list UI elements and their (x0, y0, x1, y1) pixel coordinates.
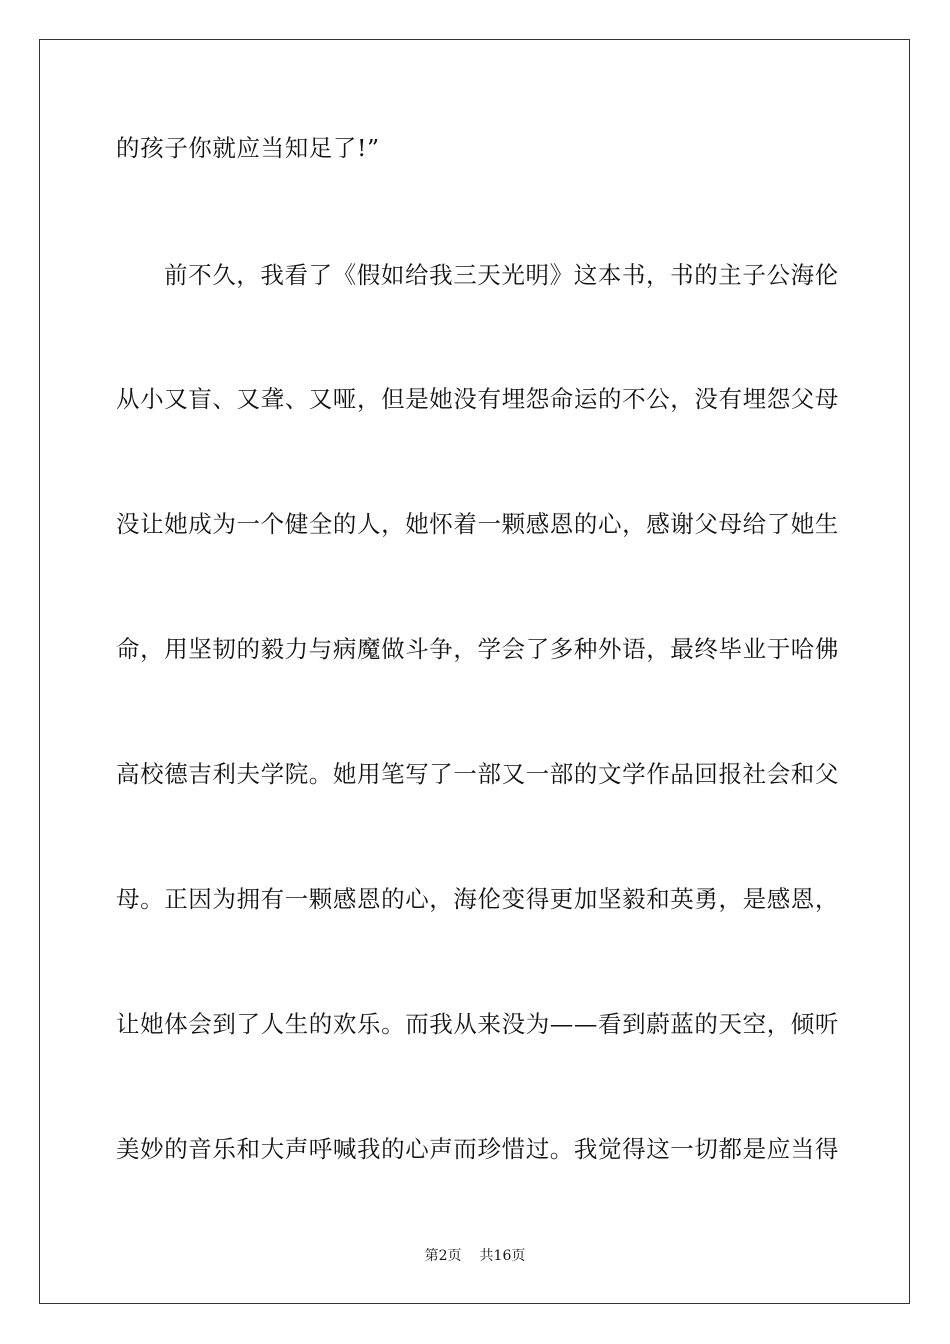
page-footer (0, 1247, 950, 1265)
text-line-8: 让她体会到了人生的欢乐。而我从来没为——看到蔚蓝的天空，倾听 (116, 1010, 839, 1038)
text-line-7: 母。正因为拥有一颗感恩的心，海伦变得更加坚毅和英勇，是感恩， (116, 885, 839, 913)
page-border (39, 39, 910, 1304)
page-total: 共16页 (479, 1248, 526, 1264)
text-line-2: 前不久，我看了《假如给我三天光明》这本书，书的主子公海伦 (164, 261, 839, 289)
text-line-4: 没让她成为一个健全的人，她怀着一颗感恩的心，感谢父母给了她生 (116, 510, 839, 538)
text-line-9: 美妙的音乐和大声呼喊我的心声而珍惜过。我觉得这一切都是应当得 (116, 1135, 839, 1163)
text-line-6: 高校德吉利夫学院。她用笔写了一部又一部的文学作品回报社会和父 (116, 760, 839, 788)
text-line-3: 从小又盲、又聋、又哑，但是她没有埋怨命运的不公，没有埋怨父母 (116, 385, 839, 413)
page-number: 第2页 (424, 1248, 462, 1264)
text-line-5: 命，用坚韧的毅力与病魔做斗争，学会了多种外语，最终毕业于哈佛 (116, 635, 839, 663)
text-line-1: 的孩子你就应当知足了!” (116, 134, 380, 162)
